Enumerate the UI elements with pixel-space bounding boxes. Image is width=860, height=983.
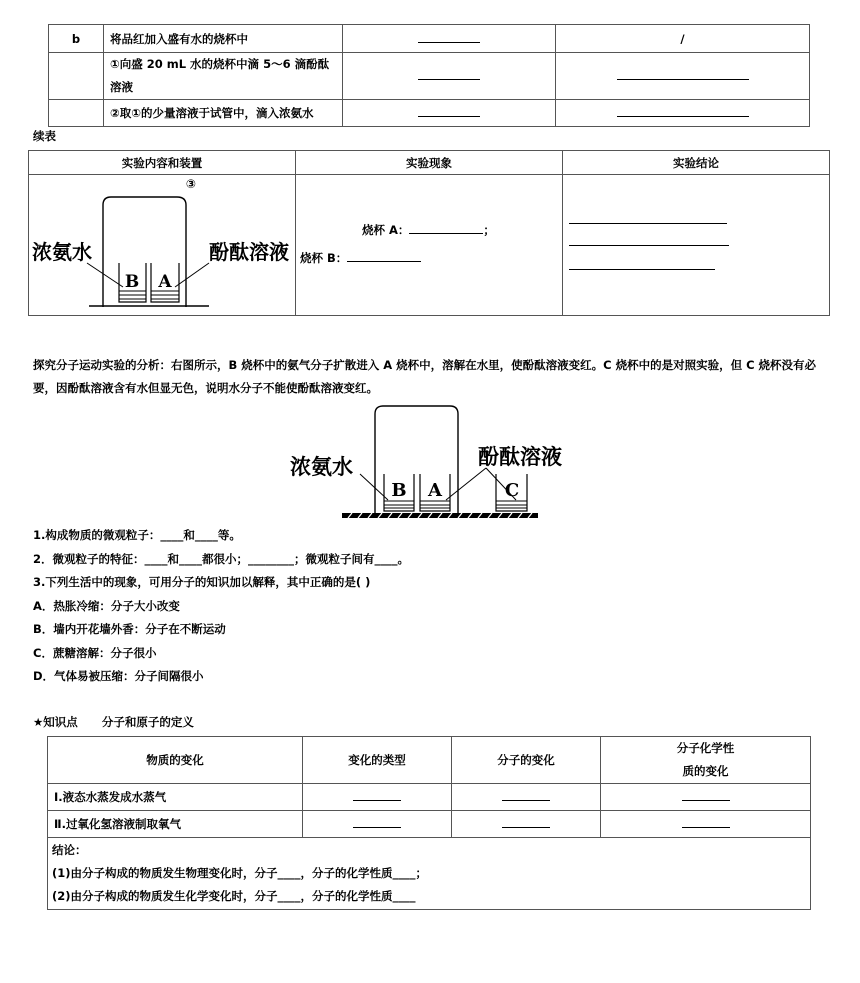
- experiment-table: [28, 150, 830, 316]
- option-c: C．蔗糖溶解：分子很小: [33, 646, 157, 660]
- row-b-content: 将品红加入盛有水的烧杯中: [104, 25, 343, 53]
- question-2: 2．微观粒子的特征：____和____都很小；________；微观粒子间有____。: [33, 552, 409, 566]
- row-2-content: ②取①的少量溶液于试管中，滴入浓氨水: [104, 100, 343, 127]
- t3-conclusion: [48, 838, 811, 910]
- conclusion-title: 结论：: [52, 843, 87, 857]
- t3-row2-label: Ⅱ.过氧化氢溶液制取氧气: [48, 811, 303, 838]
- question-1: 1.构成物质的微观粒子：____和____等。: [33, 528, 241, 542]
- row-b-result: /: [556, 25, 810, 53]
- conclusion-cell: [563, 175, 830, 316]
- diagram-right-label: 酚酞溶液: [209, 240, 289, 264]
- continued-label: 续表: [33, 129, 56, 143]
- t3-header-substance: 物质的变化: [48, 737, 303, 784]
- beaker-b-label: B: [124, 272, 140, 292]
- row-b-label: b: [49, 25, 104, 53]
- row-1-phenomenon: [343, 53, 556, 100]
- diagram2-right-label: 酚酞溶液: [478, 444, 562, 469]
- beaker-b2-label: B: [391, 480, 407, 501]
- header-content: 实验内容和装置: [29, 151, 296, 175]
- top-table: [48, 24, 810, 127]
- row-1-conclusion: [556, 53, 810, 100]
- knowledge-title: ★知识点 分子和原子的定义: [33, 715, 194, 729]
- row-1-content: ①向盛 20 mL 水的烧杯中滴 5～6 滴酚酞溶液: [104, 53, 343, 100]
- diagram-cell: [29, 175, 296, 316]
- header-phenomenon: 实验现象: [296, 151, 563, 175]
- diagram-2: [290, 402, 572, 522]
- beaker-c-label: C: [504, 480, 520, 501]
- conclusion-2: (2)由分子构成的物质发生化学变化时，分子____，分子的化学性质____: [52, 889, 416, 903]
- row-2-conclusion: [556, 100, 810, 127]
- conclusion-1: (1)由分子构成的物质发生物理变化时，分子____，分子的化学性质____；: [52, 866, 428, 880]
- diagram-left-label: 浓氨水: [32, 240, 92, 264]
- beaker-a-end: ；: [483, 223, 495, 237]
- option-d: D．气体易被压缩：分子间隔很小: [33, 669, 204, 683]
- header-conclusion: 实验结论: [563, 151, 830, 175]
- option-a: A．热胀冷缩：分子大小改变: [33, 599, 180, 613]
- diagram-number: ③: [185, 177, 197, 191]
- analysis-paragraph: 探究分子运动实验的分析：右图所示，B 烧杯中的氨气分子扩散进入 A 烧杯中，溶解在水里，使酚酞溶液变红。C 烧杯中的是对照实验，但 C 烧杯没有必要，因酚酞溶液含有水但显无色，说明水分子不能使酚酞溶液变红。: [33, 358, 817, 395]
- molecule-table: [47, 736, 811, 910]
- beaker-a-text: 烧杯 A：: [362, 223, 410, 237]
- option-b: B．墙内开花墙外香：分子在不断运动: [33, 622, 226, 636]
- beaker-a2-label: A: [428, 480, 442, 501]
- question-3: 3.下列生活中的现象，可用分子的知识加以解释，其中正确的是( ): [33, 575, 371, 589]
- t3-header-molecule: 分子的变化: [452, 737, 601, 784]
- diagram2-left-label: 浓氨水: [290, 454, 353, 479]
- t3-header-property: 分子化学性 质的变化: [601, 737, 811, 784]
- t3-header-type: 变化的类型: [303, 737, 452, 784]
- diagram-1: [29, 175, 295, 315]
- row-b-phenomenon: [343, 25, 556, 53]
- beaker-a-label: A: [158, 272, 172, 292]
- phenomenon-cell: [296, 175, 563, 316]
- row-2-phenomenon: [343, 100, 556, 127]
- beaker-b-text: 烧杯 B：: [300, 251, 348, 265]
- t3-row1-label: Ⅰ.液态水蒸发成水蒸气: [48, 784, 303, 811]
